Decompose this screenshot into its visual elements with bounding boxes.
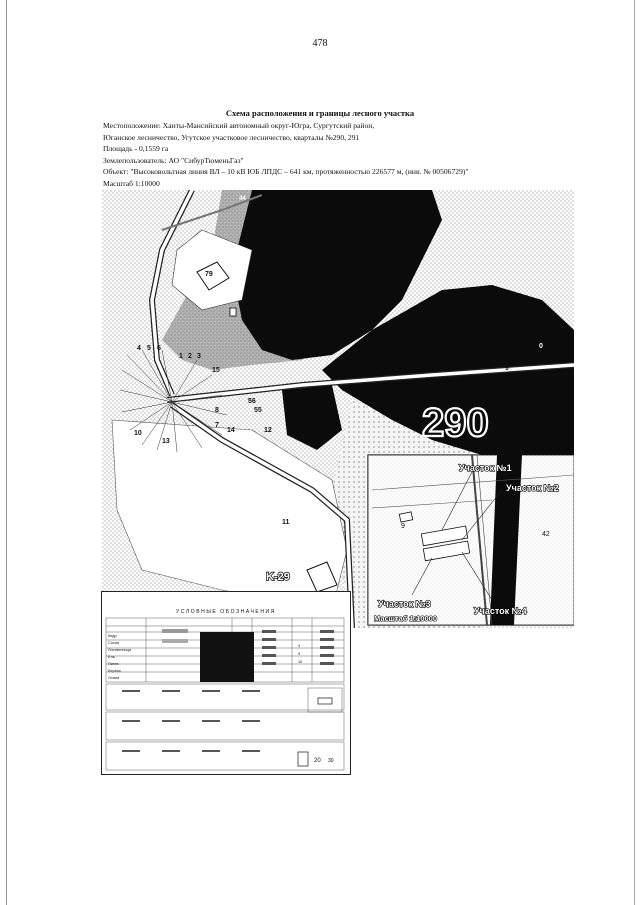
label-5: 5 — [147, 345, 151, 352]
info-scale: Масштаб 1:10000 — [103, 178, 160, 188]
label-6: 6 — [157, 345, 161, 352]
legend-species-3: Ель — [108, 655, 115, 659]
inset-label-parcel-2: Участок №2 — [506, 483, 559, 493]
info-block — [103, 120, 563, 190]
legend-value-0: 3 — [298, 644, 301, 648]
label-9: 9 — [505, 365, 509, 372]
legend-value-1: 9 — [298, 652, 301, 656]
small-structure — [230, 308, 236, 316]
label-55: 55 — [254, 407, 262, 414]
legend-species-6: Осина — [108, 676, 120, 680]
page-number: 478 — [312, 38, 328, 49]
inset-label-parcel-1: Участок №1 — [459, 463, 512, 473]
forest-plot-map — [102, 190, 574, 628]
info-area: Площадь - 0,1559 га — [103, 144, 169, 154]
legend-species-2: Лиственница — [108, 648, 131, 652]
legend-value-4: 30 — [328, 758, 334, 764]
info-object: Объект: "Высоковольтная линия ВЛ – 10 кВ ЮБ ЛПДС – 641 км, протяженностью 226577 м, (инв. № 00506729)" — [103, 167, 469, 177]
inset-scale: Масштаб 1:10000 — [374, 614, 438, 623]
label-79: 79 — [205, 271, 213, 278]
legend-species-4: Пихта — [108, 662, 119, 666]
road-label-k29: K-29 — [266, 571, 290, 583]
top-label: 44 — [239, 196, 246, 202]
legend-species-0: Кедр — [108, 634, 117, 638]
label-13: 13 — [162, 438, 170, 445]
left-page-edge — [6, 0, 7, 905]
label-56: 56 — [248, 398, 256, 405]
legend-value-3: 20 — [314, 758, 321, 764]
legend-species-5: Береза — [108, 669, 121, 673]
label-10: 10 — [134, 430, 142, 437]
inset-number-9: 9 — [401, 523, 405, 530]
label-12: 12 — [264, 427, 272, 434]
inset-label-parcel-4: Участок №4 — [474, 606, 527, 616]
info-location-line-2: Юганское лесничество, Угутское участковое лесничество, кварталы №290, 291 — [103, 132, 360, 142]
label-3: 3 — [197, 353, 201, 360]
info-land-user: Землепользователь: АО "СибурТюменьГаз" — [103, 155, 244, 165]
inset-number-42: 42 — [542, 531, 550, 538]
label-4: 4 — [137, 345, 141, 352]
info-location-line-1: Местоположение: Ханты-Мансийский автономный округ-Югра, Сургутский район, — [103, 121, 375, 130]
right-page-edge — [634, 0, 635, 905]
label-2: 2 — [188, 353, 192, 360]
inset-map — [368, 455, 574, 625]
quarter-number: 290 — [422, 401, 489, 445]
label-8: 8 — [215, 407, 219, 414]
label-7: 7 — [215, 422, 219, 429]
label-14: 14 — [227, 427, 235, 434]
legend-dark-block — [200, 632, 254, 682]
label-15: 15 — [212, 367, 220, 374]
inset-label-parcel-3: Участок №3 — [378, 599, 431, 609]
legend-graphics — [102, 592, 350, 774]
legend-value-2: 10 — [298, 660, 303, 664]
legend-panel — [101, 591, 351, 775]
legend-title: УСЛОВНЫЕ ОБОЗНАЧЕНИЯ — [176, 609, 276, 615]
label-1: 1 — [179, 353, 183, 360]
document-title: Схема расположения и границы лесного участка — [225, 108, 415, 118]
label-11: 11 — [282, 519, 290, 526]
label-0: 0 — [539, 343, 543, 350]
legend-species-1: Сосна — [108, 641, 119, 645]
